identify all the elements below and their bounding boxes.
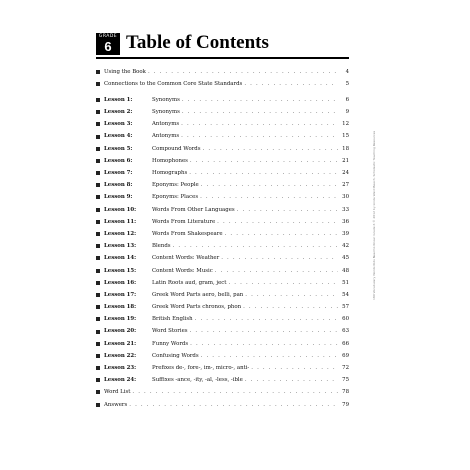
dot-leader: [148, 66, 338, 78]
toc-page-number: 75: [342, 377, 349, 384]
toc-page-number: 48: [342, 267, 349, 274]
lesson-title: Eponyms: People: [152, 182, 199, 189]
toc-entry-lesson[interactable]: [96, 106, 349, 118]
lesson-title: Synonyms: [152, 109, 180, 116]
toc-page-number: 24: [342, 170, 349, 176]
dot-leader: [181, 130, 338, 142]
toc-page-number: 42: [342, 243, 349, 250]
toc-entry-lesson[interactable]: [96, 374, 349, 386]
toc-page-number: 30: [342, 194, 349, 201]
square-bullet-icon: [96, 305, 100, 309]
dot-leader: [190, 325, 338, 337]
toc-entry-word-list[interactable]: [96, 386, 349, 398]
toc-entry-lesson[interactable]: [96, 155, 349, 167]
toc-page-number: 27: [342, 182, 349, 189]
lesson-number: Lesson 3:: [104, 121, 133, 128]
lesson-title: Words From Literature: [152, 218, 216, 225]
square-bullet-icon: [96, 110, 100, 114]
toc-page-number: 57: [342, 304, 349, 311]
dot-leader: [200, 191, 338, 203]
toc-entry-lesson[interactable]: [96, 301, 349, 313]
toc-page-number: 78: [342, 389, 349, 396]
square-bullet-icon: [96, 220, 100, 224]
toc-entry-lesson[interactable]: [96, 94, 349, 106]
toc-page-number: 60: [342, 316, 349, 323]
dot-leader: [129, 399, 338, 411]
lesson-title: Funny Words: [152, 340, 189, 347]
toc-page-number: 69: [342, 352, 349, 359]
lesson-number: Lesson 4:: [104, 133, 133, 140]
dot-leader: [245, 374, 338, 386]
lesson-title: Antonyms: [152, 121, 180, 128]
square-bullet-icon: [96, 330, 100, 334]
toc-page-number: 5: [345, 81, 349, 88]
dot-leader: [190, 338, 338, 350]
toc-page-number: 79: [342, 401, 349, 408]
dot-leader: [244, 78, 338, 90]
square-bullet-icon: [96, 70, 100, 74]
dot-leader: [243, 301, 338, 313]
dot-leader: [245, 289, 338, 301]
dot-leader: [215, 265, 338, 277]
lesson-number: Lesson 21:: [104, 340, 137, 347]
toc-page-number: 39: [342, 230, 349, 237]
square-bullet-icon: [96, 147, 100, 151]
lesson-title: Greek Word Parts aero, belli, pan: [152, 291, 244, 298]
toc-entry-lesson[interactable]: [96, 216, 349, 228]
square-bullet-icon: [96, 135, 100, 139]
square-bullet-icon: [96, 122, 100, 126]
square-bullet-icon: [96, 293, 100, 297]
lesson-number: Lesson 18:: [104, 304, 137, 311]
square-bullet-icon: [96, 98, 100, 102]
square-bullet-icon: [96, 390, 100, 394]
square-bullet-icon: [96, 317, 100, 321]
dot-leader: [132, 386, 338, 398]
toc-entry-lesson[interactable]: [96, 118, 349, 130]
dot-leader: [237, 204, 338, 216]
square-bullet-icon: [96, 378, 100, 382]
toc-entry-lesson[interactable]: [96, 130, 349, 142]
dot-leader: [201, 350, 338, 362]
toc-page-number: 6: [345, 96, 349, 103]
lesson-list: [96, 94, 349, 387]
lesson-title: British English: [152, 316, 193, 323]
toc-entry-lesson[interactable]: [96, 179, 349, 191]
grade-number: 6: [104, 39, 112, 54]
lesson-title: Homographs: [152, 170, 188, 176]
square-bullet-icon: [96, 342, 100, 346]
toc-page-number: 4: [345, 69, 349, 75]
toc-entry-lesson[interactable]: [96, 362, 349, 374]
dot-leader: [221, 252, 338, 264]
toc-page-number: 45: [342, 255, 349, 262]
lesson-number: Lesson 10:: [104, 206, 137, 213]
lesson-title: Words From Shakespeare: [152, 230, 223, 237]
lesson-number: Lesson 9:: [104, 194, 133, 201]
lesson-number: Lesson 8:: [104, 182, 133, 189]
lesson-number: Lesson 11:: [104, 218, 137, 225]
lesson-title: Synonyms: [152, 96, 180, 103]
toc-page-number: 33: [342, 206, 349, 213]
lesson-title: Eponyms: Places: [152, 194, 199, 201]
lesson-number: Lesson 5:: [104, 145, 133, 152]
grade-label: GRADE: [98, 34, 118, 39]
toc-entry-lesson[interactable]: [96, 228, 349, 240]
lesson-number: Lesson 1:: [104, 96, 133, 103]
lesson-number: Lesson 13:: [104, 243, 137, 250]
toc-entry-using-the-book[interactable]: [96, 66, 349, 78]
dot-leader: [217, 216, 338, 228]
lesson-number: Lesson 19:: [104, 316, 137, 323]
page-title: Table of Contents: [126, 32, 269, 53]
toc-entry-answers[interactable]: [96, 399, 349, 411]
toc-page-number: 15: [342, 133, 349, 140]
dot-leader: [201, 179, 338, 191]
lesson-number: Lesson 14:: [104, 255, 137, 262]
square-bullet-icon: [96, 171, 100, 175]
dot-leader: [203, 143, 339, 155]
square-bullet-icon: [96, 159, 100, 163]
square-bullet-icon: [96, 269, 100, 273]
lesson-number: Lesson 2:: [104, 109, 133, 116]
dot-leader: [189, 167, 338, 179]
dot-leader: [173, 240, 338, 252]
toc-entry-lesson[interactable]: [96, 289, 349, 301]
square-bullet-icon: [96, 244, 100, 248]
dot-leader: [182, 94, 338, 106]
lesson-number: Lesson 16:: [104, 279, 137, 286]
lesson-title: Words From Other Languages: [152, 206, 235, 213]
toc-entry-label: Connections to the Common Core State Standards: [104, 81, 243, 88]
lesson-number: Lesson 17:: [104, 291, 137, 298]
toc-entry-lesson[interactable]: [96, 277, 349, 289]
lesson-title: Content Words: Weather: [152, 255, 220, 262]
toc-entry-label: Word List: [104, 389, 131, 396]
toc-entry-lesson[interactable]: [96, 313, 349, 325]
toc-page-number: 36: [342, 218, 349, 225]
dot-leader: [228, 277, 338, 289]
toc-entry-lesson[interactable]: [96, 338, 349, 350]
toc-page-number: 72: [342, 365, 349, 371]
toc-page-number: 54: [342, 291, 349, 298]
toc-entry-lesson[interactable]: [96, 143, 349, 155]
square-bullet-icon: [96, 183, 100, 187]
toc-page-number: 63: [342, 328, 349, 335]
dot-leader: [225, 228, 338, 240]
toc-page-number: 51: [342, 279, 349, 286]
lesson-number: Lesson 20:: [104, 328, 137, 335]
toc-entry-label: Answers: [104, 401, 128, 408]
square-bullet-icon: [96, 256, 100, 260]
lesson-number: Lesson 15:: [104, 267, 137, 274]
toc-page-number: 9: [345, 109, 349, 116]
toc-entry-common-core[interactable]: [96, 78, 349, 90]
square-bullet-icon: [96, 195, 100, 199]
lesson-title: Suffixes -ance, -ity, -al, -less, -ible: [152, 377, 243, 384]
lesson-title: Word Stories: [152, 328, 188, 335]
toc-entry-lesson[interactable]: [96, 252, 349, 264]
lesson-title: Blends: [152, 243, 171, 250]
lesson-title: Latin Roots aud, gram, ject: [152, 279, 227, 286]
lesson-title: Content Words: Music: [152, 267, 213, 274]
square-bullet-icon: [96, 403, 100, 407]
square-bullet-icon: [96, 281, 100, 285]
lesson-title: Confusing Words: [152, 352, 199, 359]
toc-page-number: 18: [342, 145, 349, 152]
lesson-number: Lesson 12:: [104, 230, 137, 237]
lesson-title: Homophones: [152, 157, 188, 164]
grade-badge: [96, 33, 120, 55]
toc-entry-label: Using the Book: [104, 69, 146, 75]
copyright-side-note: 180 Vocabulary Words Kids Need to Know: Grade 6 © 2012 by Linda Ward Beech, Scholastic Teaching Resources: [372, 130, 376, 300]
lesson-number: Lesson 6:: [104, 157, 133, 164]
toc-entry-lesson[interactable]: [96, 325, 349, 337]
title-divider: [96, 57, 349, 59]
square-bullet-icon: [96, 354, 100, 358]
toc-entry-lesson[interactable]: [96, 350, 349, 362]
square-bullet-icon: [96, 82, 100, 86]
toc-entry-lesson[interactable]: [96, 191, 349, 203]
toc-page-number: 12: [342, 121, 349, 128]
lesson-title: Compound Words: [152, 145, 201, 152]
dot-leader: [181, 118, 338, 130]
dot-leader: [251, 362, 338, 374]
square-bullet-icon: [96, 232, 100, 236]
lesson-title: Greek Word Parts chronos, phon: [152, 304, 242, 311]
lesson-title: Antonyms: [152, 133, 180, 140]
lesson-number: Lesson 23:: [104, 365, 137, 371]
dot-leader: [182, 106, 338, 118]
dot-leader: [195, 313, 338, 325]
table-of-contents: [96, 66, 349, 411]
toc-entry-lesson[interactable]: [96, 204, 349, 216]
square-bullet-icon: [96, 208, 100, 212]
toc-entry-lesson[interactable]: [96, 265, 349, 277]
toc-page-number: 21: [342, 157, 349, 164]
toc-page-number: 66: [342, 340, 349, 347]
lesson-number: Lesson 22:: [104, 352, 137, 359]
lesson-number: Lesson 7:: [104, 170, 133, 176]
dot-leader: [190, 155, 338, 167]
toc-entry-lesson[interactable]: [96, 240, 349, 252]
lesson-title: Prefixes de-, fore-, im-, micro-, anti-: [152, 365, 250, 371]
lesson-number: Lesson 24:: [104, 377, 137, 384]
toc-entry-lesson[interactable]: [96, 167, 349, 179]
square-bullet-icon: [96, 366, 100, 370]
